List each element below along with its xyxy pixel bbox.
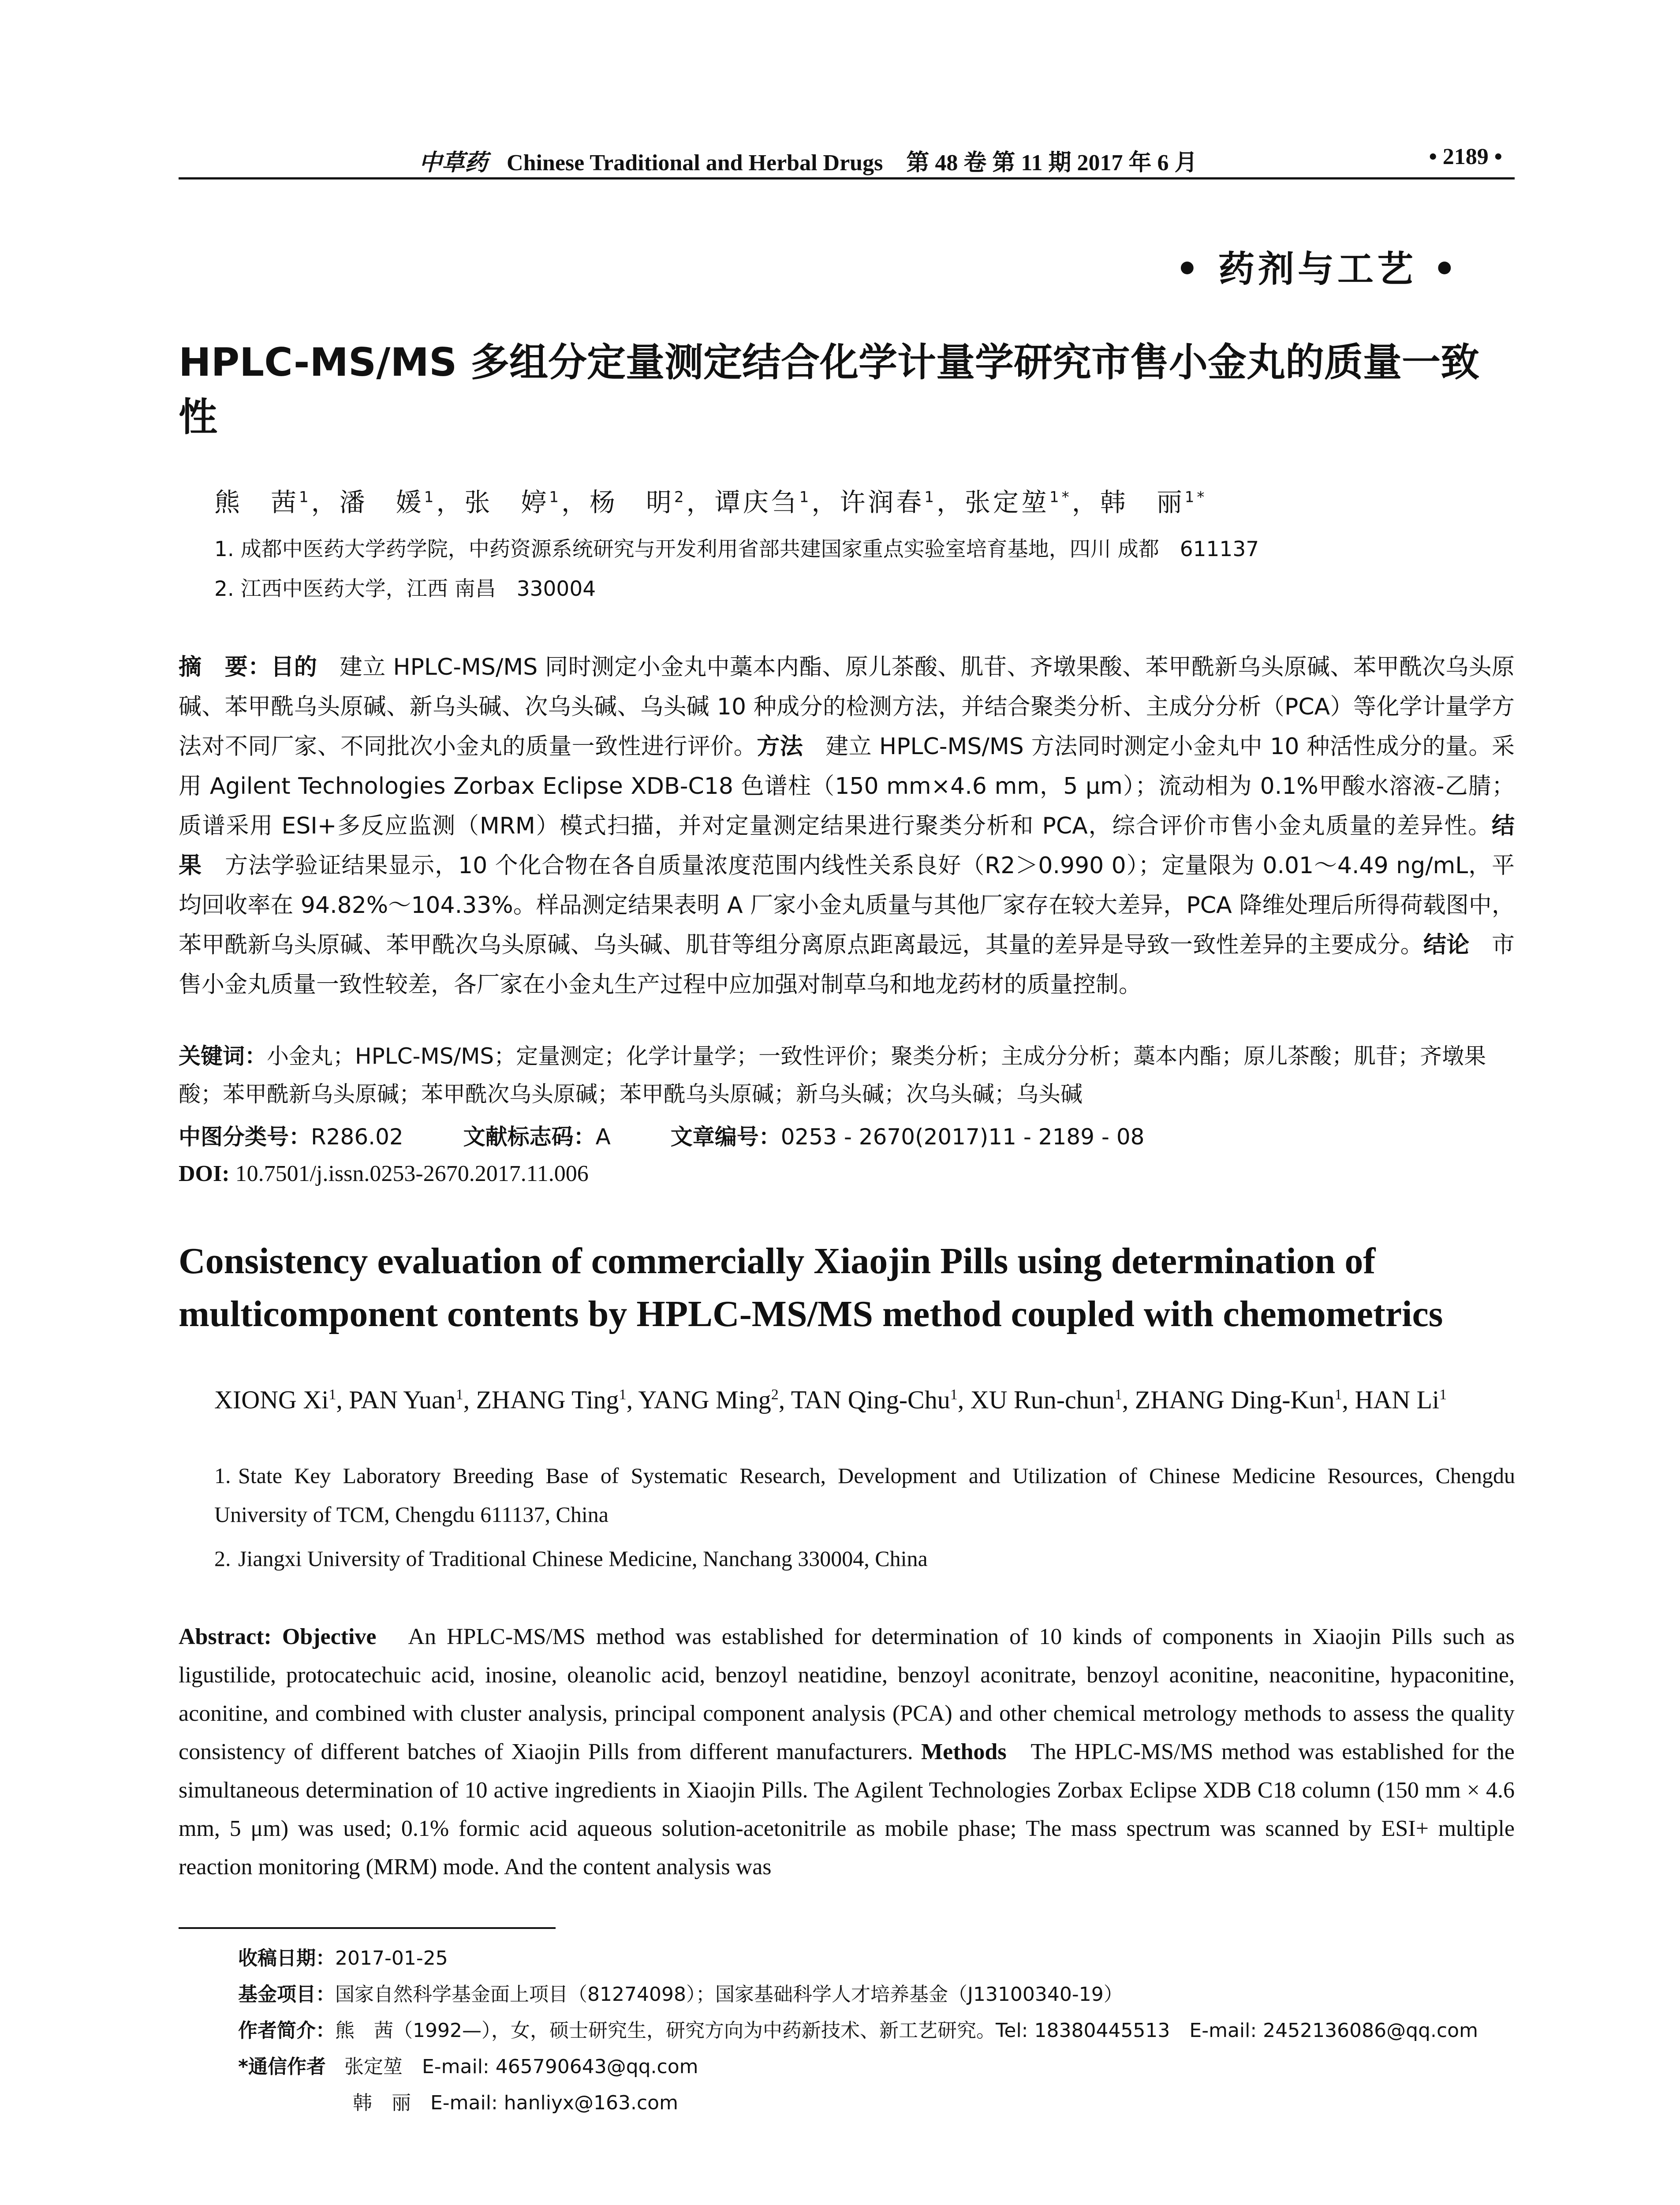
en-author-affiliation-mark: 1 <box>329 1387 336 1403</box>
received-date: 2017-01-25 <box>335 1947 448 1970</box>
affiliation-en-2-text: Jiangxi University of Traditional Chinese Medicine, Nanchang 330004, China <box>238 1546 928 1571</box>
en-author-affiliation-mark: 1 <box>1114 1387 1122 1403</box>
conclusion-text-cn: 市售小金丸质量一致性较差，各厂家在小金丸生产过程中应加强对制草乌和地龙药材的质量控制。 <box>179 932 1515 998</box>
objective-label-en: Objective <box>282 1624 377 1649</box>
journal-name-cn: 中草药 <box>419 150 488 176</box>
section-heading: • 药剂与工艺 • <box>1176 248 1460 290</box>
objective-text-cn: 建立 HPLC-MS/MS 同时测定小金丸中藁本内酯、原儿茶酸、肌苷、齐墩果酸、苯甲酰新乌头原碱、苯甲酰次乌头原碱、苯甲酰乌头原碱、新乌头碱、次乌头碱、乌头碱 10 种成分的检测方法，并结合聚类分析、主成分分析（PCA）等化学计量学方法对不同厂家、不同批次小金丸的质量一致性进行评价。 <box>179 654 1515 760</box>
cn-author-name: 张定堃 <box>965 487 1050 517</box>
doc-code-label: 文献标志码： <box>463 1124 596 1150</box>
en-author-affiliation-mark: 1 <box>1334 1387 1342 1403</box>
corresponding-author-1: 张定堃 E-mail: 465790643@qq.com <box>344 2056 698 2078</box>
en-author-name: TAN Qing-Chu <box>791 1385 950 1414</box>
footnote-corresponding <box>238 2051 698 2079</box>
abstract-en-label: Abstract: <box>179 1624 272 1649</box>
cn-author-name: 韩 丽 <box>1100 487 1185 517</box>
affiliation-en-1-number: 1. <box>214 1463 231 1488</box>
en-author-name: ZHANG Ting <box>476 1385 619 1414</box>
objective-text-en: An HPLC-MS/MS method was established for determination of 10 kinds of components in Xiaojin Pills such as ligustilide, protocatechuic acid, inosine, oleanolic acid, benzoyl neatidine, benzoyl aconitrate, benzoyl aconitine, neaconitine, hypaconitine, aconitine, and combined with cluster analysis, principal component analysis (PCA) and other chemical metrology methods to assess the quality consistency of different batches of Xiaojin Pills from different manufacturers. <box>179 1624 1515 1764</box>
received-label: 收稿日期： <box>238 1947 335 1970</box>
doi-value: 10.7501/j.issn.0253-2670.2017.11.006 <box>235 1161 589 1186</box>
cn-author-affiliation-mark: 1 <box>549 488 561 506</box>
affiliation-cn-1: 1. 成都中医药大学药学院，中药资源系统研究与开发利用省部共建国家重点实验室培育基地，四川 成都 611137 <box>214 537 1259 561</box>
cn-author-affiliation-mark: 1* <box>1049 488 1072 506</box>
cn-author-affiliation-mark: 2 <box>674 488 687 506</box>
corresponding-label: *通信作者 <box>238 2056 326 2078</box>
affiliation-en-2 <box>214 1539 1515 1578</box>
en-author-name: YANG Ming <box>638 1385 771 1414</box>
cn-author-name: 杨 明 <box>590 487 675 517</box>
fund-text: 国家自然科学基金面上项目（81274098）；国家基础科学人才培养基金（J13100340-19） <box>335 1983 1123 2006</box>
doi-line <box>179 1161 1515 1187</box>
cn-author-affiliation-mark: 1 <box>924 488 937 506</box>
authors-cn: 熊 茜$^1$，潘 媛$^1$，张 婷$^1$，杨 明$^2$，谭庆刍$^1$，许润春$^1$，张定堃$^{1*}$，韩 丽$^{1*}$ <box>214 487 1207 517</box>
article-no-value: 0253 - 2670(2017)11 - 2189 - 08 <box>780 1124 1145 1150</box>
authors-en: XIONG Xi$^1$, PAN Yuan$^1$, ZHANG Ting$^1$, YANG Ming$^2$, TAN Qing-Chu$^1$, XU Run-chun$^1$, ZHANG Ding-Kun$^1$, HAN Li$^1$ <box>214 1385 1447 1414</box>
cn-author-name: 熊 茜 <box>214 487 299 517</box>
methods-label-en: Methods <box>921 1739 1007 1764</box>
abstract-cn <box>179 647 1515 1005</box>
abstract-en <box>179 1618 1515 1886</box>
journal-issue: 第 48 卷 第 11 期 2017 年 6 月 <box>906 150 1198 176</box>
cn-author-affiliation-mark: 1* <box>1184 488 1207 506</box>
en-author-affiliation-mark: 1 <box>455 1387 463 1403</box>
running-header <box>179 140 1515 176</box>
header-journal-info <box>419 144 1197 177</box>
en-author-name: XIONG Xi <box>214 1385 329 1414</box>
keywords-cn <box>179 1037 1515 1113</box>
classification-line <box>179 1119 1515 1151</box>
en-author-affiliation-mark: 2 <box>771 1387 779 1403</box>
clc-value: R286.02 <box>311 1124 403 1150</box>
footnote-received <box>238 1942 448 1970</box>
page-number: • 2189 • <box>1429 144 1502 169</box>
keywords-text: 小金丸；HPLC-MS/MS；定量测定；化学计量学；一致性评价；聚类分析；主成分分析；藁本内酯；原儿茶酸；肌苷；齐墩果酸；苯甲酰新乌头原碱；苯甲酰次乌头原碱；苯甲酰乌头原碱；新乌头碱；次乌头碱；乌头碱 <box>179 1043 1486 1107</box>
cn-author-name: 谭庆刍 <box>714 487 799 517</box>
methods-text-en: The HPLC-MS/MS method was established for the simultaneous determination of 10 active ingredients in Xiaojin Pills. The Agilent Technologies Zorbax Eclipse XDB C18 column (150 mm × 4.6 mm, 5 μm) was used; 0.1% formic acid aqueous solution-acetonitrile as mobile phase; The mass spectrum was scanned by ESI+ multiple reaction monitoring (MRM) mode. And the content analysis was <box>179 1739 1515 1880</box>
en-author-name: XU Run-chun <box>970 1385 1115 1414</box>
footnote-fund <box>238 1978 1123 2007</box>
en-author-name: PAN Yuan <box>349 1385 456 1414</box>
keywords-label: 关键词： <box>179 1043 267 1069</box>
author-bio-label: 作者简介： <box>238 2019 335 2042</box>
corresponding-author-2: 韩 丽 E-mail: hanliyx@163.com <box>353 2092 678 2114</box>
affiliation-cn-2: 2. 江西中医药大学，江西 南昌 330004 <box>214 577 596 601</box>
title-cn: HPLC-MS/MS 多组分定量测定结合化学计量学研究市售小金丸的质量一致性 <box>179 340 1480 440</box>
footnote-rule <box>179 1927 556 1929</box>
journal-name-en: Chinese Traditional and Herbal Drugs <box>507 150 883 176</box>
article-no-label: 文章编号： <box>670 1124 781 1150</box>
en-author-name: HAN Li <box>1355 1385 1440 1414</box>
cn-author-name: 许润春 <box>840 487 925 517</box>
affiliation-en-1-text: State Key Laboratory Breeding Base of Systematic Research, Development and Utilization of Chinese Medicine Resources, Chengdu University of TCM, Chengdu 611137, China <box>214 1463 1515 1527</box>
objective-label-cn: 目的 <box>271 654 317 680</box>
footnote-author-bio <box>238 2014 1478 2043</box>
doi-label: DOI: <box>179 1161 230 1186</box>
abstract-cn-label: 摘 要： <box>179 654 271 680</box>
title-en: Consistency evaluation of commercially Xiaojin Pills using determination of multicomponent contents by HPLC-MS/MS method coupled with chemometrics <box>179 1241 1443 1334</box>
header-rule <box>179 177 1515 179</box>
en-author-affiliation-mark: 1 <box>1439 1387 1447 1403</box>
en-author-affiliation-mark: 1 <box>950 1387 958 1403</box>
fund-label: 基金项目： <box>238 1983 335 2006</box>
clc-label: 中图分类号： <box>179 1124 311 1150</box>
results-text-cn: 方法学验证结果显示，10 个化合物在各自质量浓度范围内线性关系良好（R2＞0.990 0）；定量限为 0.01～4.49 ng/mL，平均回收率在 94.82%～104.33%。样品测定结果表明 A 厂家小金丸质量与其他厂家存在较大差异，PCA 降维处理后所得荷载图中，苯甲酰新乌头原碱、苯甲酰次乌头原碱、乌头碱、肌苷等组分离原点距离最远，其量的差异是导致一致性差异的主要成分。 <box>179 852 1515 958</box>
en-author-name: ZHANG Ding-Kun <box>1135 1385 1335 1414</box>
methods-text-cn: 建立 HPLC-MS/MS 方法同时测定小金丸中 10 种活性成分的量。采用 Agilent Technologies Zorbax Eclipse XDB-C18 色谱柱（150 mm×4.6 mm，5 μm）；流动相为 0.1%甲酸水溶液-乙腈；质谱采用 ESI+多反应监测（MRM）模式扫描，并对定量测定结果进行聚类分析和 PCA，综合评价市售小金丸质量的差异性。 <box>179 733 1515 839</box>
cn-author-affiliation-mark: 1 <box>299 488 311 506</box>
cn-author-name: 潘 媛 <box>339 487 424 517</box>
author-bio-text: 熊 茜（1992—），女，硕士研究生，研究方向为中药新技术、新工艺研究。Tel: 18380445513 E-mail: 2452136086@qq.com <box>335 2019 1478 2042</box>
results-label-cn: 结果 <box>179 813 1515 879</box>
affiliation-en-1 <box>214 1456 1515 1534</box>
cn-author-affiliation-mark: 1 <box>424 488 437 506</box>
doc-code-value: A <box>595 1124 611 1150</box>
cn-author-affiliation-mark: 1 <box>799 488 812 506</box>
en-author-affiliation-mark: 1 <box>619 1387 627 1403</box>
cn-author-name: 张 婷 <box>464 487 549 517</box>
methods-label-cn: 方法 <box>757 733 803 760</box>
affiliation-en-2-number: 2. <box>214 1546 231 1571</box>
conclusion-label-cn: 结论 <box>1423 932 1470 958</box>
